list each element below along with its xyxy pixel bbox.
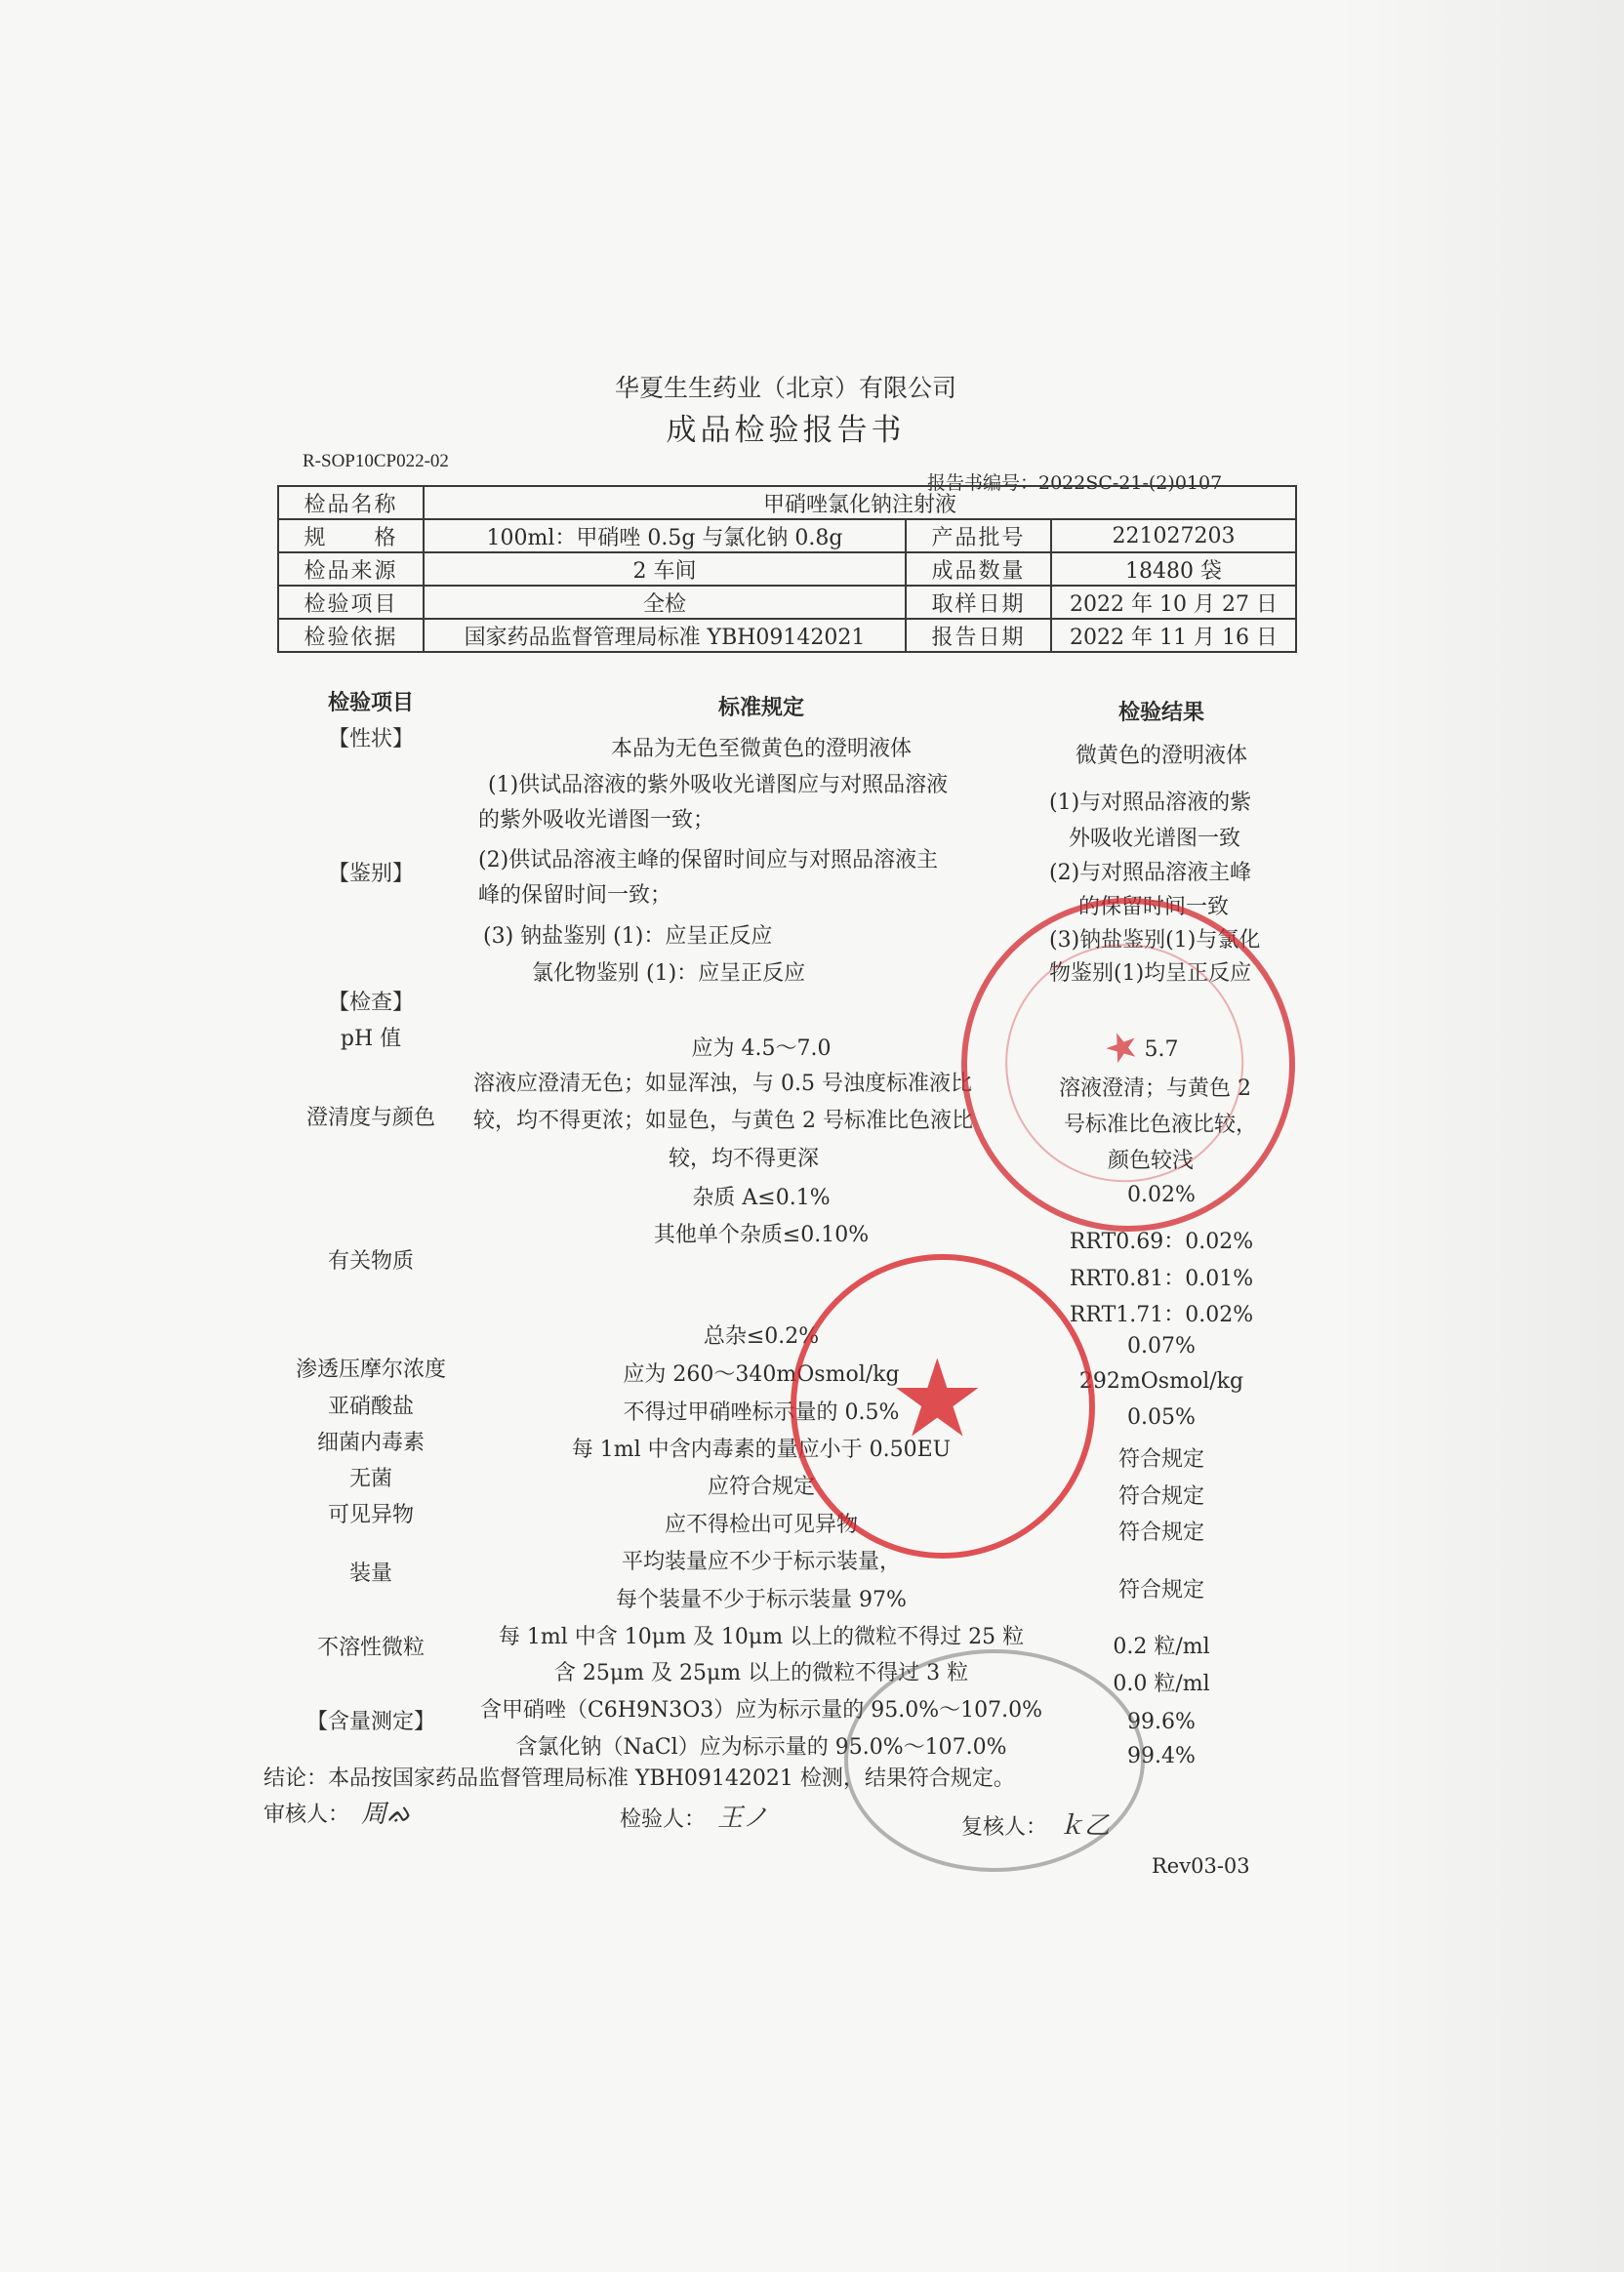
source-label: 检品来源 — [278, 552, 424, 586]
item-value: 全检 — [424, 586, 906, 619]
particles-std-a: 每 1ml 中含 10μm 及 10μm 以上的微粒不得过 25 粒 — [498, 1625, 1025, 1649]
star-icon: ★ — [889, 1336, 986, 1461]
related-res-c: RRT0.81：0.01% — [1069, 1267, 1254, 1291]
assay-item: 【含量测定】 — [305, 1710, 435, 1734]
ph-item: pH 值 — [340, 1027, 402, 1051]
nitrite-item: 亚硝酸盐 — [327, 1395, 414, 1419]
checker-signature: ｋ乙 — [1059, 1811, 1111, 1841]
identification-res-2a: (2)与对照品溶液主峰 — [1049, 861, 1252, 885]
assay-std-b: 含氯化钠（NaCl）应为标示量的 95.0%～107.0% — [515, 1735, 1007, 1760]
endotoxin-result: 符合规定 — [1117, 1447, 1204, 1472]
related-res-d: RRT1.71：0.02% — [1069, 1303, 1254, 1327]
fill-std-b: 每个装量不少于标示装量 97% — [616, 1588, 907, 1612]
nitrite-result: 0.05% — [1127, 1405, 1196, 1430]
osmolality-result: 292mOsmol/kg — [1078, 1369, 1244, 1394]
identification-std-1b: 的紫外吸收光谱图一致； — [478, 808, 715, 832]
name-value: 甲硝唑氯化钠注射液 — [424, 486, 1296, 519]
fill-item: 装量 — [348, 1562, 392, 1586]
clarity-res-a: 溶液澄清；与黄色 2 — [1059, 1076, 1251, 1101]
identification-std-1a: (1)供试品溶液的紫外吸收光谱图应与对照品溶液 — [488, 773, 949, 797]
inspector-signature: 王ノ — [717, 1804, 769, 1833]
identification-res-3a: (3)钠盐鉴别(1)与氯化 — [1049, 928, 1261, 953]
company-seal-text: ★ — [1100, 1022, 1144, 1073]
clarity-item: 澄清度与颜色 — [305, 1106, 435, 1130]
batch-label: 产品批号 — [906, 519, 1051, 552]
endotoxin-item: 细菌内毒素 — [316, 1431, 425, 1455]
assay-res-b: 99.4% — [1127, 1744, 1196, 1768]
fill-std-a: 平均装量应不少于标示装量， — [621, 1550, 901, 1574]
document-title: 成品检验报告书 — [666, 413, 906, 448]
inspection-heading: 【检查】 — [327, 991, 414, 1015]
related-res-e: 0.07% — [1127, 1334, 1196, 1359]
identification-res-2b: 的保留时间一致 — [1078, 895, 1230, 919]
report-date-label: 报告日期 — [906, 619, 1051, 652]
revision-code: Rev03-03 — [1152, 1854, 1250, 1878]
osmolality-standard: 应为 260～340mOsmol/kg — [623, 1362, 900, 1387]
clarity-std-a: 溶液应澄清无色；如显浑浊，与 0.5 号浊度标准液比 — [473, 1072, 972, 1096]
assay-std-a: 含甲硝唑（C6H9N3O3）应为标示量的 95.0%～107.0% — [479, 1698, 1043, 1723]
checker-label: 复核人： — [961, 1815, 1048, 1840]
nitrite-standard: 不得过甲硝唑标示量的 0.5% — [623, 1400, 900, 1425]
visible-particles-standard: 应不得检出可见异物 — [664, 1513, 858, 1537]
appearance-standard: 本品为无色至微黄色的澄明液体 — [610, 737, 912, 761]
related-res-b: RRT0.69：0.02% — [1069, 1230, 1254, 1254]
report-number: 报告书编号：2022SC-21-(2)0107 — [927, 472, 1223, 494]
report-date-value: 2022 年 11 月 16 日 — [1051, 619, 1296, 652]
particles-item: 不溶性微粒 — [316, 1636, 425, 1660]
source-value: 2 车间 — [424, 552, 906, 586]
third-party-seal-text — [868, 1261, 1019, 1301]
identification-std-3b: 氯化物鉴别 (1)：应呈正反应 — [532, 961, 806, 986]
page-shadow — [1337, 0, 1624, 2272]
sterility-item: 无菌 — [348, 1467, 392, 1491]
particles-res-a: 0.2 粒/ml — [1113, 1635, 1210, 1659]
clarity-res-b: 号标准比色液比较， — [1064, 1113, 1258, 1137]
sterility-standard: 应符合规定 — [707, 1475, 815, 1499]
appearance-result: 微黄色的澄明液体 — [1075, 744, 1247, 768]
clarity-std-c: 较，均不得更深 — [669, 1147, 820, 1171]
ph-standard: 应为 4.5～7.0 — [691, 1036, 832, 1061]
visible-particles-item: 可见异物 — [327, 1503, 414, 1527]
info-row-basis — [278, 619, 1296, 652]
related-item: 有关物质 — [327, 1249, 414, 1274]
spec-value: 100ml：甲硝唑 0.5g 与氯化钠 0.8g — [424, 519, 906, 552]
col-header-result: 检验结果 — [1117, 700, 1204, 725]
reviewer-signature: 周ᨁ — [361, 1800, 411, 1829]
company-seal-stamp — [914, 851, 1342, 1278]
identification-std-3a: (3) 钠盐鉴别 (1)：应呈正反应 — [483, 924, 773, 949]
reviewer-label: 审核人： — [264, 1803, 350, 1827]
related-std-a: 杂质 A≤0.1% — [692, 1186, 831, 1210]
info-row-item — [278, 586, 1296, 619]
col-header-standard: 标准规定 — [717, 695, 804, 720]
particles-res-b: 0.0 粒/ml — [1113, 1672, 1210, 1696]
name-label: 检品名称 — [278, 486, 424, 519]
qty-value: 18480 袋 — [1051, 552, 1296, 586]
basis-value: 国家药品监督管理局标准 YBH09142021 — [424, 619, 906, 652]
basis-label: 检验依据 — [278, 619, 424, 652]
batch-value: 221027203 — [1051, 519, 1296, 552]
particles-std-b: 含 25μm 及 25μm 以上的微粒不得过 3 粒 — [553, 1661, 969, 1685]
ph-result: 5.7 — [1144, 1037, 1179, 1062]
info-row-spec — [278, 519, 1296, 552]
qty-label: 成品数量 — [906, 552, 1051, 586]
identification-item: 【鉴别】 — [327, 862, 414, 886]
inspection-seal-stamp — [844, 1649, 1145, 1872]
info-table — [277, 485, 1297, 653]
assay-res-a: 99.6% — [1127, 1710, 1196, 1734]
spec-label: 规 格 — [278, 519, 424, 552]
identification-res-1a: (1)与对照品溶液的紫 — [1049, 791, 1252, 815]
related-std-b: 其他单个杂质≤0.10% — [653, 1223, 870, 1247]
fill-result: 符合规定 — [1117, 1578, 1204, 1603]
sample-date-value: 2022 年 10 月 27 日 — [1051, 586, 1296, 619]
clarity-std-b: 较，均不得更浓；如显色，与黄色 2 号标准比色液比 — [473, 1109, 973, 1133]
endotoxin-standard: 每 1ml 中含内毒素的量应小于 0.50EU — [571, 1438, 952, 1462]
item-label: 检验项目 — [278, 586, 424, 619]
conclusion: 结论：本品按国家药品监督管理局标准 YBH09142021 检测，结果符合规定。 — [264, 1766, 1015, 1791]
clarity-res-c: 颜色较浅 — [1108, 1149, 1195, 1173]
identification-res-1b: 外吸收光谱图一致 — [1069, 827, 1241, 851]
company-name: 华夏生生药业（北京）有限公司 — [614, 374, 956, 402]
appearance-item: 【性状】 — [327, 727, 414, 751]
form-code: R-SOP10CP022-02 — [303, 451, 449, 471]
osmolality-item: 渗透压摩尔浓度 — [295, 1358, 446, 1382]
col-header-item: 检验项目 — [327, 690, 414, 715]
identification-std-2a: (2)供试品溶液主峰的保留时间应与对照品溶液主 — [478, 848, 939, 872]
identification-res-3b: 物鉴别(1)均呈正反应 — [1049, 961, 1252, 986]
sample-date-label: 取样日期 — [906, 586, 1051, 619]
related-res-a: 0.02% — [1127, 1183, 1196, 1207]
info-row-source — [278, 552, 1296, 586]
sterility-result: 符合规定 — [1117, 1484, 1204, 1509]
related-std-c: 总杂≤0.2% — [703, 1324, 820, 1349]
visible-particles-result: 符合规定 — [1117, 1521, 1204, 1545]
third-party-seal-stamp — [791, 1254, 1095, 1559]
inspector-label: 检验人： — [620, 1807, 707, 1832]
identification-std-2b: 峰的保留时间一致； — [478, 883, 672, 908]
info-row-name — [278, 486, 1296, 519]
